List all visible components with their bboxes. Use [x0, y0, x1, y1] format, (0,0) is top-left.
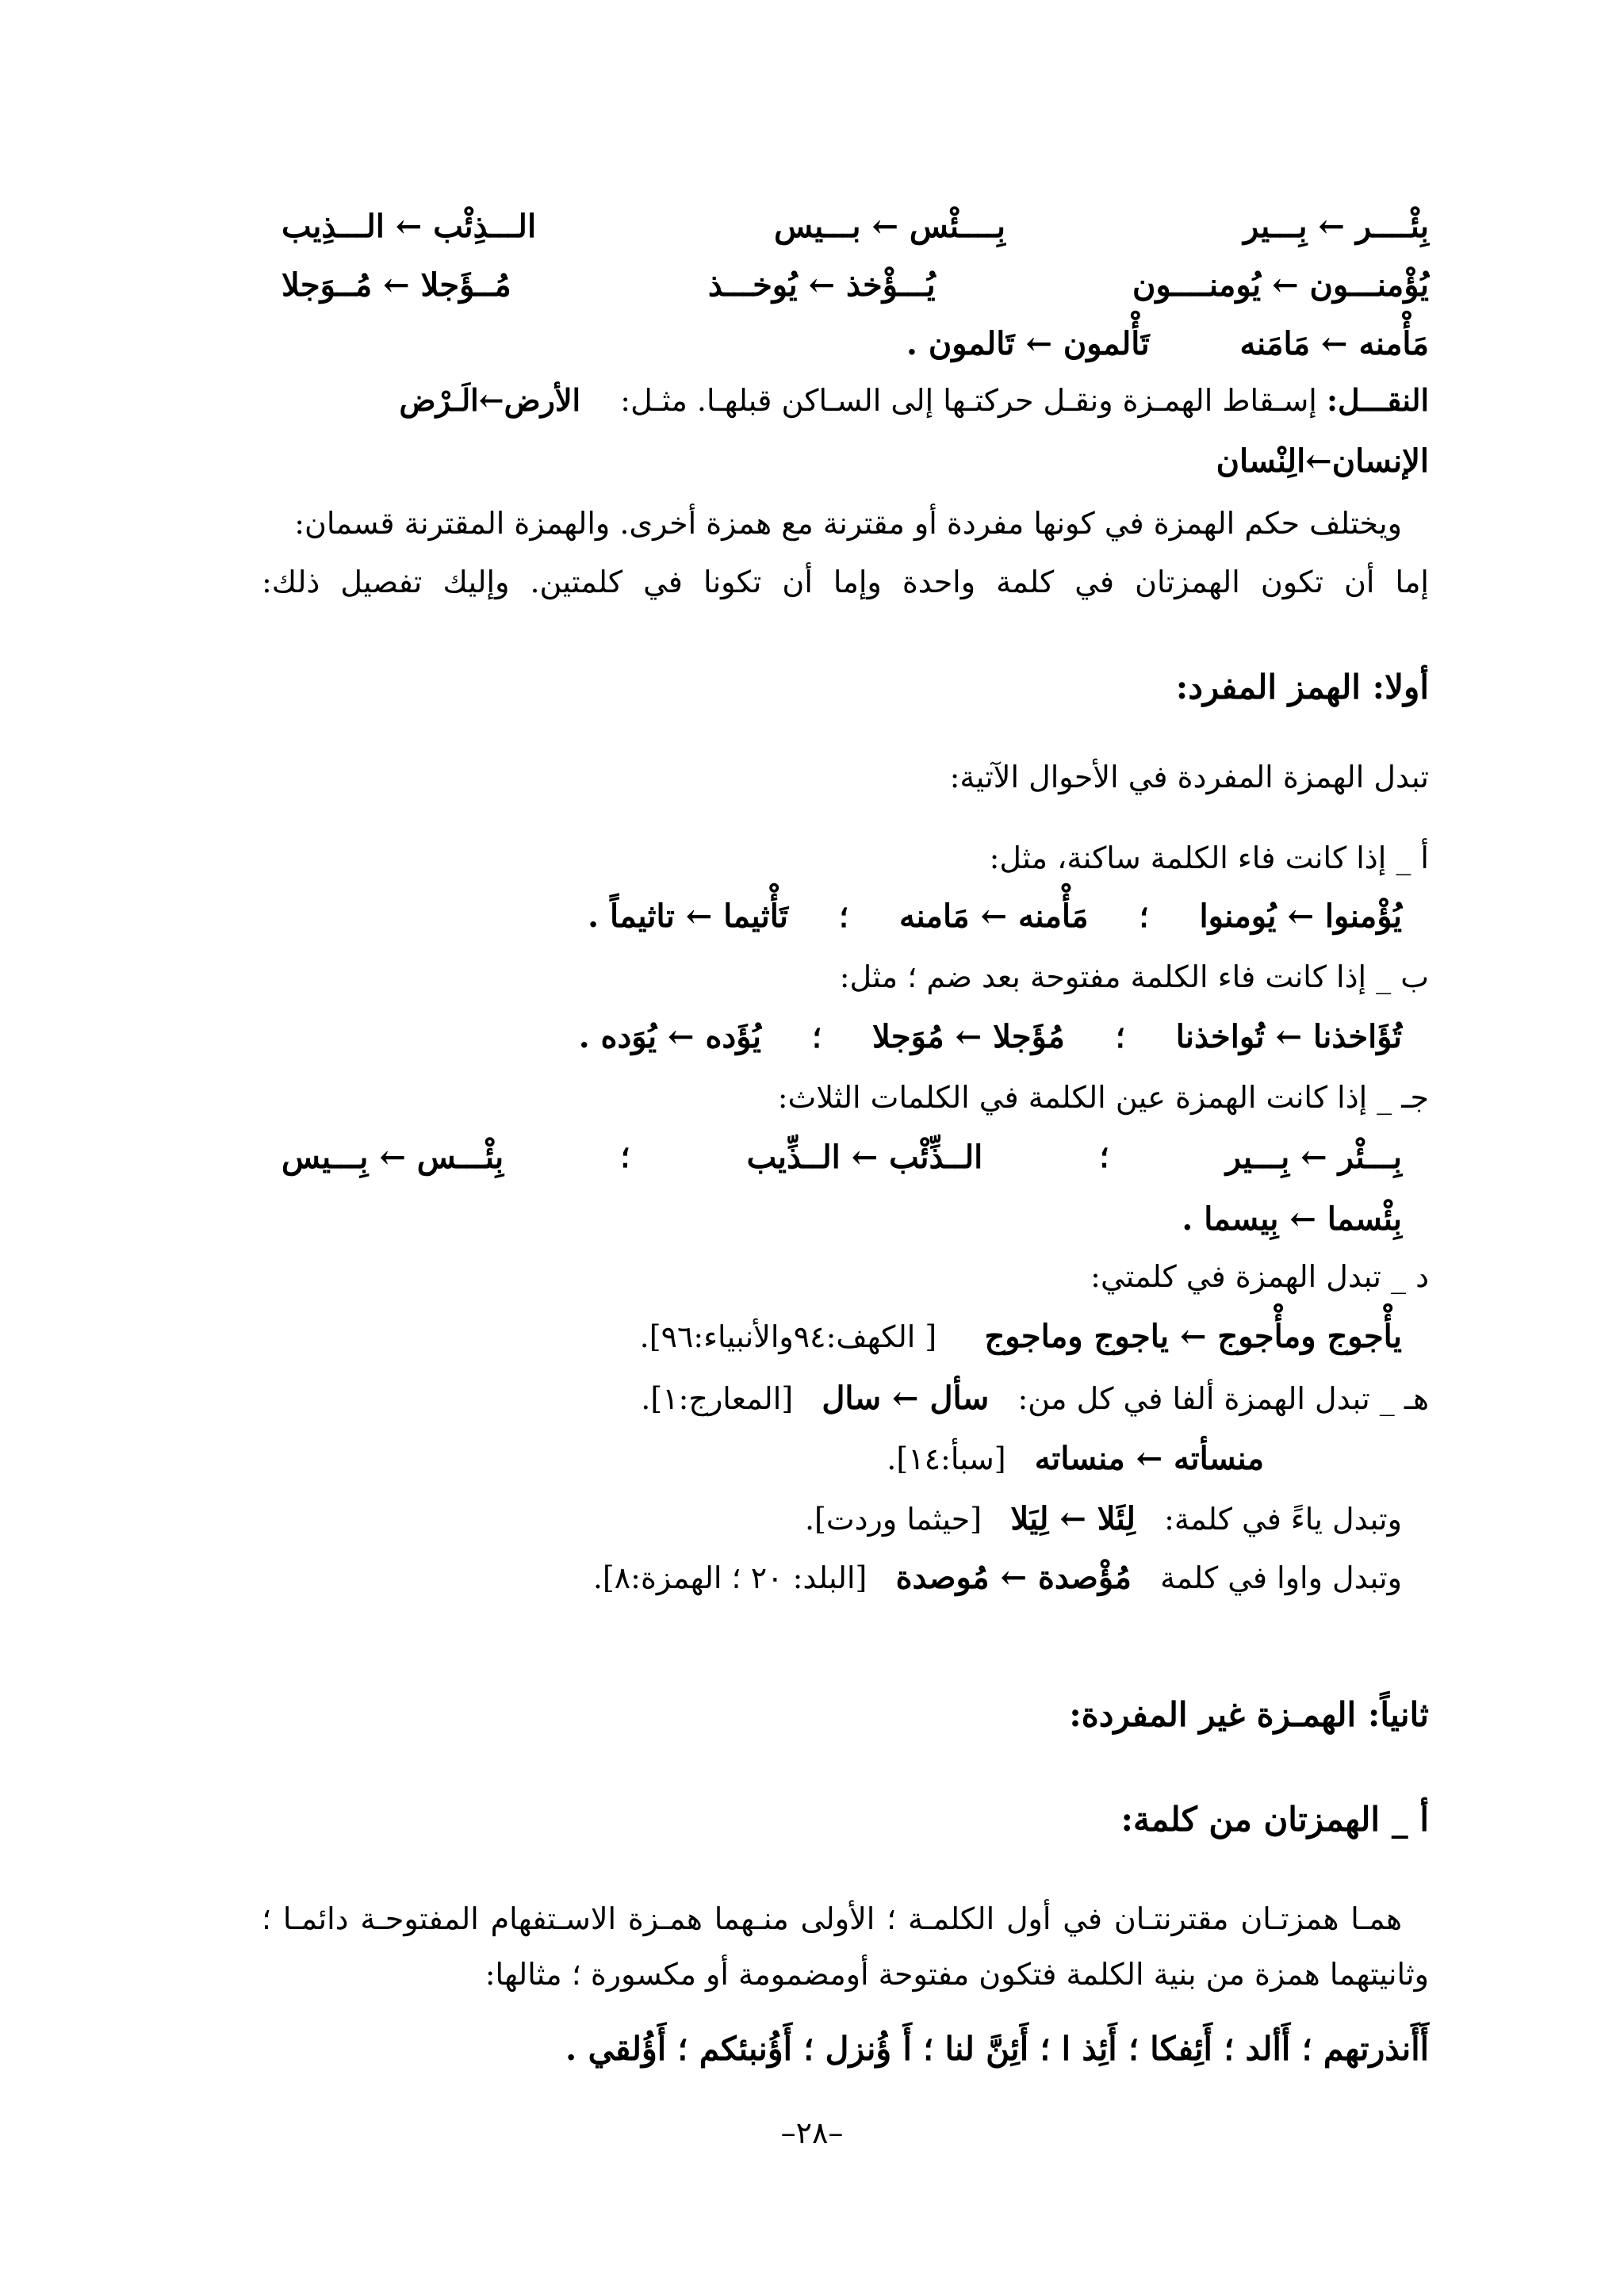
- naql-line: [262, 382, 1429, 418]
- example-item: مُــؤَجلا ← مُــوَجلا: [282, 266, 511, 304]
- case-c-examples: بِـــئْر ← بِـــير ؛ الــذِّئْب ← الــذِّيب ؛ بِئْـــس ← بِـــيس: [282, 1139, 1402, 1176]
- page-number: –٢٨–: [780, 2115, 844, 2150]
- waw-ref: [البلد: ٢٠ ؛ الهمزة:٨].: [592, 1560, 868, 1595]
- example-item: مُؤَجلا ← مُوَجلا: [872, 1018, 1065, 1055]
- case-d-ref: [ الكهف:٩٤والأنبياء:٩٦].: [639, 1319, 937, 1354]
- example-item: يُؤَده ← يُوَده .: [578, 1018, 762, 1055]
- example-item: مَأْمنه ← مَامَنه: [1239, 325, 1429, 362]
- waw-line: [593, 1559, 1402, 1596]
- example-item: تَأْلمون ← تَالمون .: [906, 325, 1150, 362]
- section-2-sub-a: أ _ الهمزتان من كلمة:: [1120, 1800, 1429, 1839]
- section-2-examples: أَأَنذرتهم ؛ أَألد ؛ أَئِفكا ؛ أَئِذ ا ؛ أَئِنَّ لنا ؛ أَ ؤُنزل ؛ أَؤُنبئكم ؛ أَؤُلقي .: [565, 2030, 1429, 2068]
- case-h-line-2: [887, 1440, 1264, 1477]
- example-item: بِـــئْر ← بِـــير: [1225, 1139, 1402, 1176]
- waw-text: وتبدل واوا في كلمة: [1160, 1560, 1402, 1595]
- ya-ref: [حيثما وردت].: [804, 1502, 982, 1537]
- case-b-text: ب _ إذا كانت فاء الكلمة مفتوحة بعد ضم ؛ مثل:: [839, 959, 1429, 994]
- example-item: يُـــؤْخذ ← يُوخـــذ: [707, 266, 936, 304]
- example-item: تَأْثيما ← تاثيماً .: [588, 898, 789, 935]
- ya-example: لِئَلا ← لِيَلا: [1010, 1500, 1136, 1537]
- case-c-text: جـ _ إذا كانت الهمزة عين الكلمة في الكلمات الثلاث:: [777, 1080, 1429, 1115]
- example-item: يُؤْمنوا ← يُومنوا: [1199, 898, 1402, 935]
- example-line-1: [282, 208, 1429, 245]
- example-item: بِئْــــر ← بِـــير: [1243, 208, 1429, 245]
- example-item: الــذِّئْب ← الــذِّيب: [746, 1139, 983, 1176]
- example-line-3: [906, 325, 1429, 362]
- example-item: بِــــئْس ← بـــيس: [774, 208, 1005, 245]
- case-d-text: د _ تبدل الهمزة في كلمتي:: [1090, 1259, 1429, 1294]
- case-d-example-line: [640, 1318, 1402, 1355]
- example-line-2: [282, 266, 1429, 304]
- example-item: بِئْـــس ← بِـــيس: [282, 1139, 504, 1176]
- example-item: تُؤَاخذنا ← تُواخذنا: [1175, 1018, 1402, 1055]
- example-item: يُؤْمنـــون ← يُومنــــون: [1132, 266, 1429, 304]
- ya-line: [805, 1500, 1402, 1537]
- section-1-intro: تبدل الهمزة المفردة في الأحوال الآتية:: [949, 760, 1429, 794]
- naql-example-2: الإنسان←الِنْسان: [1216, 442, 1429, 480]
- case-a-examples: يُؤْمنوا ← يُومنوا ؛ مَأْمنه ← مَامنه ؛ تَأْثيما ← تاثيماً .: [588, 898, 1402, 935]
- section-2-heading: [1069, 1695, 1429, 1734]
- naql-example-1: الأرض←الَـرْض: [399, 382, 581, 418]
- section-2-para-2: وثانيتهما همزة من بنية الكلمة فتكون مفتوحة أومضمومة أو مكسورة ؛ مثالها:: [485, 1957, 1429, 1992]
- case-h-text: هـ _ تبدل الهمزة ألفا في كل من:: [1017, 1381, 1429, 1416]
- case-h-ref: [المعارج:١].: [641, 1381, 794, 1416]
- section-2-heading-prefix: ثانياً:: [1367, 1695, 1429, 1734]
- ya-text: وتبدل ياءً في كلمة:: [1164, 1502, 1402, 1537]
- case-b-examples: تُؤَاخذنا ← تُواخذنا ؛ مُؤَجلا ← مُوَجلا ؛ يُؤَده ← يُوَده .: [578, 1018, 1402, 1055]
- intro-line-2: إما أن تكون الهمزتان في كلمة واحدة وإما أن تكونا في كلمتين. وإليك تفصيل ذلك:: [262, 565, 1429, 599]
- case-h-ref-2: [سبأ:١٤].: [887, 1441, 1006, 1476]
- intro-line-1: ويختلف حكم الهمزة في كونها مفردة أو مقترنة مع همزة أخرى. والهمزة المقترنة قسمان:: [294, 506, 1402, 541]
- case-h-example: سأل ← سال: [822, 1380, 990, 1417]
- case-a-text: أ _ إذا كانت فاء الكلمة ساكنة، مثل:: [989, 840, 1429, 875]
- section-2-para-1: همـا همزتـان مقترنتـان في أول الكلمـة ؛ الأولى منـهما همـزة الاسـتفهام المفتوحـة دائمـا ؛: [262, 1901, 1402, 1936]
- waw-example: مُؤْصدة ← مُوصدة: [895, 1559, 1132, 1596]
- example-item: مَأْمنه ← مَامنه: [899, 898, 1089, 935]
- section-1-heading: أولا: الهمز المفرد:: [1175, 668, 1429, 706]
- case-h-example-2: منسأته ← منساته: [1034, 1440, 1264, 1477]
- naql-label: النقـــل:: [1326, 382, 1429, 418]
- case-h-line: [641, 1380, 1429, 1417]
- section-2-heading-rest: الهمـزة غير المفردة:: [1069, 1695, 1357, 1734]
- case-d-example: يأْجوج ومأْجوج ← ياجوج وماجوج: [984, 1318, 1402, 1355]
- example-item: الـــذِئْب ← الـــذِيب: [282, 208, 537, 245]
- case-c-example-extra: بِئْسما ← بِيسما .: [1182, 1200, 1402, 1238]
- naql-text: إسـقاط الهمـزة ونقـل حركتـها إلى السـاكن قبلهـا. مثـل:: [620, 383, 1317, 418]
